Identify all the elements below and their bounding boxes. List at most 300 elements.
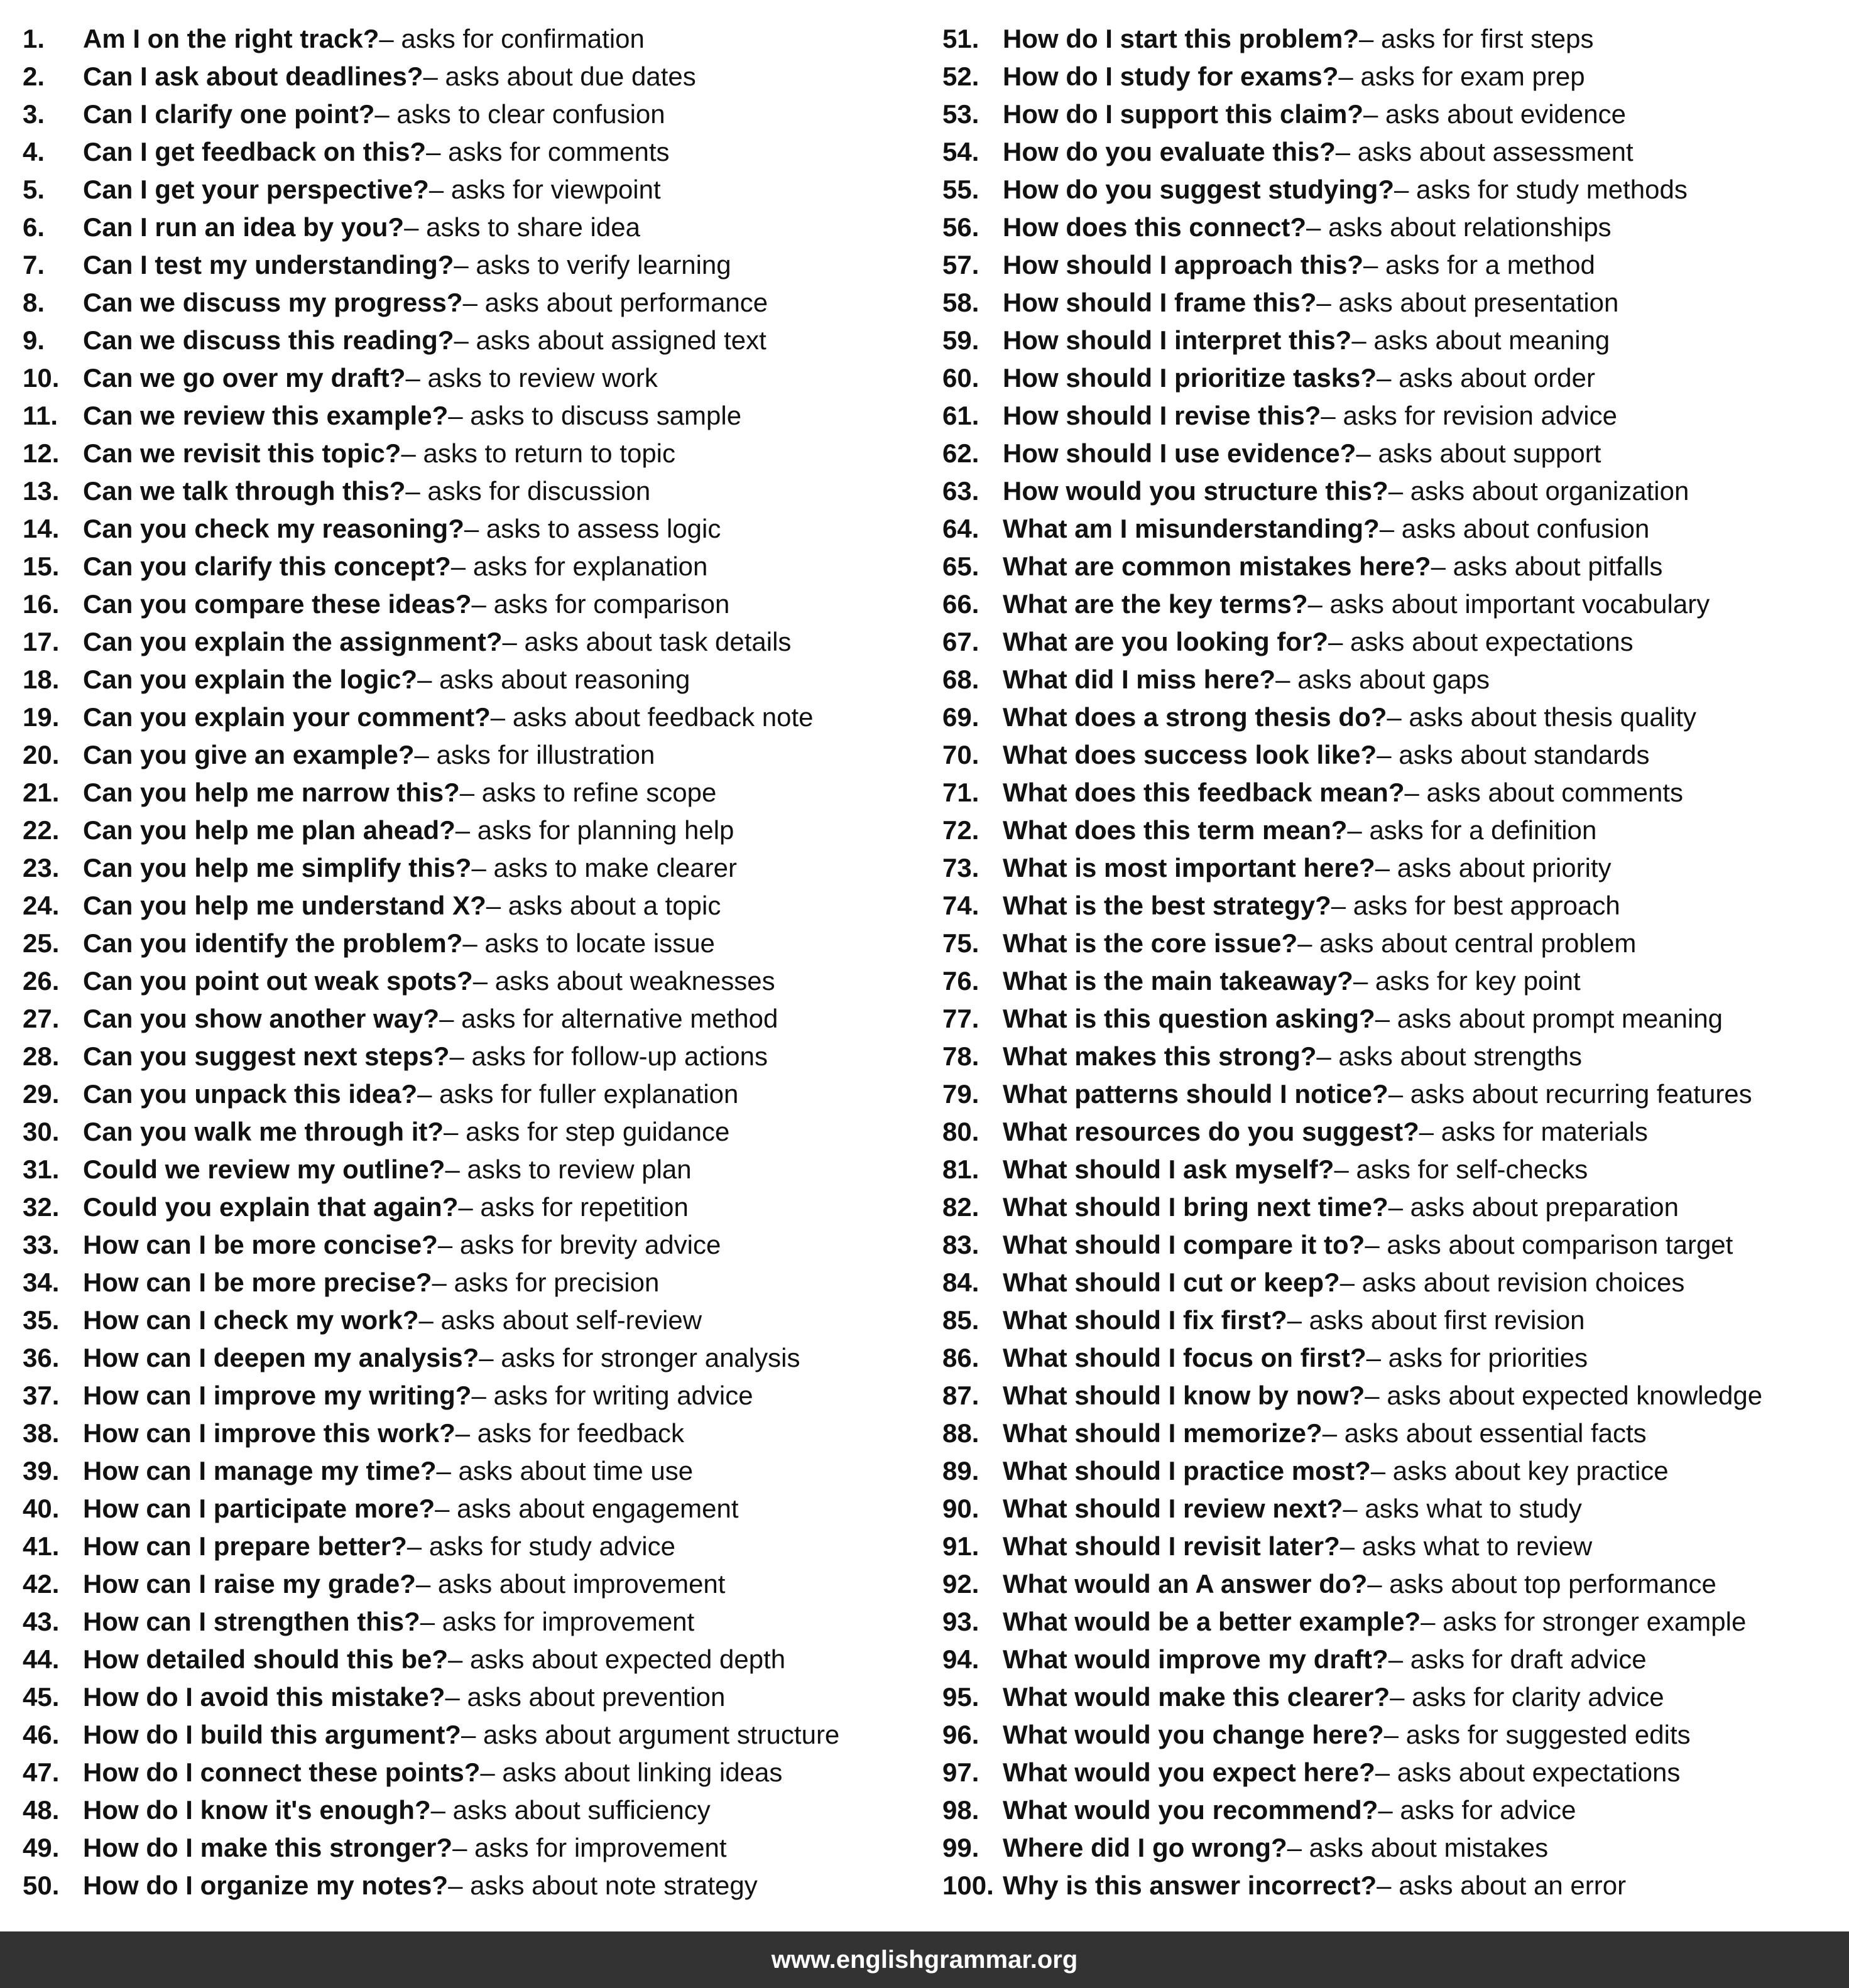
item-number: 51. [942, 24, 979, 53]
list-item [23, 1603, 940, 1641]
item-question: How can I raise my grade? [83, 1569, 416, 1599]
item-number: 87. [942, 1381, 979, 1410]
item-question: How can I strengthen this? [83, 1607, 420, 1636]
item-description: – asks about sufficiency [430, 1795, 711, 1825]
item-question: What would an A answer do? [1003, 1569, 1368, 1599]
item-number: 58. [942, 288, 979, 317]
list-item [23, 774, 940, 812]
item-number: 92. [942, 1569, 979, 1599]
item-description: – asks about feedback note [490, 702, 814, 732]
item-number: 3. [23, 99, 45, 129]
item-number: 59. [942, 325, 979, 355]
list-item [942, 1151, 1849, 1188]
item-description: – asks for planning help [455, 815, 734, 845]
list-item [23, 1339, 940, 1377]
list-item [942, 133, 1849, 171]
list-item [23, 849, 940, 887]
item-question: How do I know it's enough? [83, 1795, 431, 1825]
item-number: 74. [942, 891, 979, 920]
item-number: 66. [942, 589, 979, 619]
item-description: – asks for materials [1419, 1117, 1648, 1146]
item-description: – asks about an error [1377, 1871, 1627, 1900]
item-question: Can you help me understand X? [83, 891, 486, 920]
item-description: – asks about preparation [1388, 1192, 1679, 1222]
item-question: Can you unpack this idea? [83, 1079, 418, 1109]
list-item [23, 1716, 940, 1754]
item-number: 65. [942, 551, 979, 581]
list-item [942, 1452, 1849, 1490]
item-question: Can you help me simplify this? [83, 853, 472, 883]
item-question: How detailed should this be? [83, 1644, 449, 1674]
item-description: – asks about top performance [1367, 1569, 1716, 1599]
item-question: How do I make this stronger? [83, 1833, 453, 1862]
item-question: What is the core issue? [1003, 928, 1298, 958]
item-number: 46. [23, 1720, 60, 1749]
item-description: – asks for follow-up actions [449, 1041, 768, 1071]
list-item [942, 472, 1849, 510]
list-item [23, 1038, 940, 1075]
list-item [942, 661, 1849, 698]
list-item [942, 209, 1849, 246]
list-item [23, 472, 940, 510]
item-question: How can I deepen my analysis? [83, 1343, 479, 1372]
item-description: – asks for revision advice [1321, 401, 1617, 430]
item-description: – asks about linking ideas [480, 1757, 783, 1787]
item-description: – asks to review plan [445, 1154, 692, 1184]
item-question: Why is this answer incorrect? [1003, 1871, 1377, 1900]
list-item [23, 359, 940, 397]
list-item [942, 1075, 1849, 1113]
item-description: – asks for key point [1353, 966, 1581, 996]
item-question: What should I review next? [1003, 1494, 1343, 1523]
item-question: How do I support this claim? [1003, 99, 1364, 129]
item-number: 47. [23, 1757, 60, 1787]
list-item [942, 359, 1849, 397]
list-item [23, 1264, 940, 1301]
item-number: 36. [23, 1343, 60, 1372]
item-question: What should I focus on first? [1003, 1343, 1366, 1372]
item-number: 34. [23, 1268, 60, 1297]
list-item [942, 1641, 1849, 1678]
list-item [23, 1791, 940, 1829]
footer-url[interactable]: www.englishgrammar.org [771, 1946, 1078, 1974]
item-question: What would make this clearer? [1003, 1682, 1390, 1712]
item-number: 27. [23, 1004, 60, 1033]
list-item [23, 925, 940, 962]
item-description: – asks for priorities [1366, 1343, 1588, 1372]
item-number: 89. [942, 1456, 979, 1486]
item-description: – asks for comparison [471, 589, 730, 619]
item-question: How can I improve this work? [83, 1418, 455, 1448]
list-item [942, 736, 1849, 774]
item-description: – asks about time use [436, 1456, 694, 1486]
list-item [23, 1528, 940, 1565]
list-item [23, 1829, 940, 1867]
item-number: 53. [942, 99, 979, 129]
item-question: How do I start this problem? [1003, 24, 1360, 53]
item-description: – asks about gaps [1275, 665, 1490, 694]
list-item [23, 661, 940, 698]
item-question: What does success look like? [1003, 740, 1377, 769]
list-item [942, 812, 1849, 849]
item-number: 9. [23, 325, 45, 355]
item-question: What does a strong thesis do? [1003, 702, 1387, 732]
item-description: – asks for feedback [455, 1418, 684, 1448]
list-item [942, 1301, 1849, 1339]
list-item [942, 1565, 1849, 1603]
item-description: – asks for precision [432, 1268, 660, 1297]
item-question: What are the key terms? [1003, 589, 1308, 619]
item-number: 97. [942, 1757, 979, 1787]
item-question: How do I study for exams? [1003, 62, 1339, 91]
item-number: 86. [942, 1343, 979, 1372]
list-item [23, 812, 940, 849]
item-question: Am I on the right track? [83, 24, 379, 53]
item-description: – asks about priority [1375, 853, 1612, 883]
item-question: What would you expect here? [1003, 1757, 1375, 1787]
item-question: Can you explain your comment? [83, 702, 491, 732]
item-number: 22. [23, 815, 60, 845]
item-number: 19. [23, 702, 60, 732]
item-number: 29. [23, 1079, 60, 1109]
item-description: – asks about essential facts [1322, 1418, 1647, 1448]
item-question: What would improve my draft? [1003, 1644, 1388, 1674]
item-description: – asks about prompt meaning [1375, 1004, 1723, 1033]
item-description: – asks for confirmation [379, 24, 645, 53]
item-question: What are common mistakes here? [1003, 551, 1431, 581]
list-item [942, 171, 1849, 209]
list-item [23, 133, 940, 171]
item-description: – asks about order [1377, 363, 1595, 393]
list-item [942, 698, 1849, 736]
item-number: 54. [942, 137, 979, 166]
list-item [942, 20, 1849, 58]
item-number: 40. [23, 1494, 60, 1523]
item-number: 91. [942, 1531, 979, 1561]
item-number: 69. [942, 702, 979, 732]
item-number: 63. [942, 476, 979, 506]
item-number: 84. [942, 1268, 979, 1297]
item-description: – asks about evidence [1363, 99, 1626, 129]
item-number: 49. [23, 1833, 60, 1862]
item-number: 52. [942, 62, 979, 91]
item-question: What should I practice most? [1003, 1456, 1371, 1486]
item-description: – asks for step guidance [444, 1117, 730, 1146]
item-number: 94. [942, 1644, 979, 1674]
item-description: – asks about thesis quality [1387, 702, 1697, 732]
item-description: – asks for self-checks [1334, 1154, 1588, 1184]
item-question: What does this feedback mean? [1003, 778, 1405, 807]
list-item [942, 1754, 1849, 1791]
item-number: 72. [942, 815, 979, 845]
item-description: – asks about expected knowledge [1365, 1381, 1763, 1410]
item-question: What am I misunderstanding? [1003, 514, 1380, 543]
item-description: – asks about organization [1388, 476, 1689, 506]
item-number: 43. [23, 1607, 60, 1636]
item-question: Can you show another way? [83, 1004, 440, 1033]
item-number: 73. [942, 853, 979, 883]
item-question: Can you give an example? [83, 740, 415, 769]
item-number: 68. [942, 665, 979, 694]
item-number: 60. [942, 363, 979, 393]
item-number: 32. [23, 1192, 60, 1222]
list-item [942, 1038, 1849, 1075]
item-question: How can I manage my time? [83, 1456, 437, 1486]
list-item [942, 1415, 1849, 1452]
list-item [23, 1075, 940, 1113]
item-description: – asks for exam prep [1338, 62, 1585, 91]
item-number: 39. [23, 1456, 60, 1486]
list-item [23, 397, 940, 435]
list-item [23, 435, 940, 472]
item-question: Can you explain the assignment? [83, 627, 503, 656]
list-item [942, 510, 1849, 548]
item-description: – asks for alternative method [439, 1004, 778, 1033]
item-description: – asks to discuss sample [448, 401, 742, 430]
list-item [23, 548, 940, 585]
item-number: 61. [942, 401, 979, 430]
item-description: – asks for writing advice [471, 1381, 753, 1410]
item-description: – asks about note strategy [448, 1871, 758, 1900]
item-description: – asks about presentation [1316, 288, 1619, 317]
item-description: – asks about support [1356, 438, 1601, 468]
item-description: – asks for improvement [420, 1607, 695, 1636]
item-question: How should I prioritize tasks? [1003, 363, 1377, 393]
item-question: Can you explain the logic? [83, 665, 418, 694]
item-number: 79. [942, 1079, 979, 1109]
item-question: What patterns should I notice? [1003, 1079, 1388, 1109]
item-number: 2. [23, 62, 45, 91]
item-number: 56. [942, 212, 979, 242]
item-question: How should I approach this? [1003, 250, 1364, 280]
item-description: – asks to share idea [404, 212, 640, 242]
list-item [23, 1452, 940, 1490]
item-question: What are you looking for? [1003, 627, 1329, 656]
item-description: – asks for discussion [405, 476, 651, 506]
item-number: 25. [23, 928, 60, 958]
list-item [23, 1226, 940, 1264]
item-description: – asks to clear confusion [374, 99, 665, 129]
list-item [942, 246, 1849, 284]
item-description: – asks about weaknesses [472, 966, 775, 996]
item-description: – asks to verify learning [454, 250, 731, 280]
list-item [942, 585, 1849, 623]
list-item [23, 1565, 940, 1603]
list-item [23, 1678, 940, 1716]
list-item [23, 322, 940, 359]
list-item [23, 1000, 940, 1038]
item-question: What should I compare it to? [1003, 1230, 1365, 1259]
item-question: What is the best strategy? [1003, 891, 1331, 920]
item-number: 18. [23, 665, 60, 694]
item-description: – asks for a definition [1347, 815, 1597, 845]
item-description: – asks to review work [405, 363, 658, 393]
list-item [942, 1528, 1849, 1565]
item-number: 15. [23, 551, 60, 581]
item-description: – asks to assess logic [464, 514, 721, 543]
item-description: – asks to refine scope [459, 778, 717, 807]
item-number: 12. [23, 438, 60, 468]
item-number: 98. [942, 1795, 979, 1825]
item-number: 8. [23, 288, 45, 317]
item-question: Can we go over my draft? [83, 363, 406, 393]
list-item [942, 849, 1849, 887]
item-number: 42. [23, 1569, 60, 1599]
list-item [23, 1641, 940, 1678]
item-number: 37. [23, 1381, 60, 1410]
item-number: 21. [23, 778, 60, 807]
item-question: Can we talk through this? [83, 476, 406, 506]
item-number: 30. [23, 1117, 60, 1146]
item-question: What should I revisit later? [1003, 1531, 1340, 1561]
item-description: – asks about improvement [415, 1569, 726, 1599]
list-item [942, 962, 1849, 1000]
item-number: 41. [23, 1531, 60, 1561]
item-question: What did I miss here? [1003, 665, 1276, 694]
item-description: – asks about expectations [1328, 627, 1634, 656]
item-question: What is most important here? [1003, 853, 1375, 883]
item-number: 1. [23, 24, 45, 53]
item-question: Can we discuss my progress? [83, 288, 463, 317]
list-item [23, 1867, 940, 1904]
item-question: What should I ask myself? [1003, 1154, 1334, 1184]
item-description: – asks about comparison target [1365, 1230, 1733, 1259]
item-question: How can I check my work? [83, 1305, 419, 1335]
list-item [23, 623, 940, 661]
list-item [942, 1490, 1849, 1528]
item-question: Can we review this example? [83, 401, 449, 430]
list-item [23, 1113, 940, 1151]
item-description: – asks for viewpoint [428, 175, 661, 204]
list-item [942, 1678, 1849, 1716]
item-question: How do I connect these points? [83, 1757, 481, 1787]
list-item [942, 397, 1849, 435]
item-question: Where did I go wrong? [1003, 1833, 1287, 1862]
item-number: 26. [23, 966, 60, 996]
list-item [942, 95, 1849, 133]
item-question: How should I revise this? [1003, 401, 1321, 430]
item-description: – asks about a topic [486, 891, 721, 920]
list-item [942, 1603, 1849, 1641]
item-question: Can I test my understanding? [83, 250, 454, 280]
item-question: Can you help me narrow this? [83, 778, 460, 807]
item-number: 31. [23, 1154, 60, 1184]
list-item [942, 925, 1849, 962]
item-number: 55. [942, 175, 979, 204]
list-item [23, 95, 940, 133]
list-item [942, 1377, 1849, 1415]
question-list-left-column [23, 20, 940, 1904]
item-description: – asks for illustration [414, 740, 655, 769]
list-item [23, 246, 940, 284]
item-description: – asks what to review [1339, 1531, 1593, 1561]
item-description: – asks to return to topic [401, 438, 676, 468]
item-description: – asks for clarity advice [1390, 1682, 1664, 1712]
item-description: – asks about comments [1404, 778, 1684, 807]
list-item [23, 20, 940, 58]
item-question: Can I clarify one point? [83, 99, 375, 129]
list-item [23, 171, 940, 209]
question-list-right-column [942, 20, 1849, 1904]
item-description: – asks for suggested edits [1383, 1720, 1691, 1749]
item-description: – asks about strengths [1316, 1041, 1582, 1071]
item-description: – asks about task details [502, 627, 792, 656]
item-question: How should I frame this? [1003, 288, 1317, 317]
list-item [23, 698, 940, 736]
list-item [23, 1301, 940, 1339]
item-question: How do I avoid this mistake? [83, 1682, 445, 1712]
item-question: How can I be more concise? [83, 1230, 438, 1259]
list-item [23, 510, 940, 548]
item-description: – asks for study methods [1394, 175, 1688, 204]
item-number: 24. [23, 891, 60, 920]
item-description: – asks about engagement [435, 1494, 739, 1523]
item-number: 16. [23, 589, 60, 619]
item-question: What would be a better example? [1003, 1607, 1421, 1636]
item-question: Could we review my outline? [83, 1154, 445, 1184]
item-description: – asks for fuller explanation [417, 1079, 739, 1109]
list-item [942, 1829, 1849, 1867]
item-description: – asks for comments [426, 137, 670, 166]
item-description: – asks about expected depth [448, 1644, 786, 1674]
item-question: Can you point out weak spots? [83, 966, 473, 996]
list-item [942, 284, 1849, 322]
item-number: 67. [942, 627, 979, 656]
item-number: 83. [942, 1230, 979, 1259]
item-question: Can I get your perspective? [83, 175, 429, 204]
item-description: – asks for draft advice [1388, 1644, 1647, 1674]
item-number: 77. [942, 1004, 979, 1033]
list-item [942, 548, 1849, 585]
item-question: What would you recommend? [1003, 1795, 1378, 1825]
list-item [23, 1377, 940, 1415]
list-item [23, 58, 940, 95]
item-number: 17. [23, 627, 60, 656]
item-question: How should I use evidence? [1003, 438, 1356, 468]
item-number: 33. [23, 1230, 60, 1259]
item-question: How can I participate more? [83, 1494, 435, 1523]
list-item [23, 1490, 940, 1528]
item-question: Can we discuss this reading? [83, 325, 454, 355]
item-description: – asks about self-review [418, 1305, 702, 1335]
item-question: How would you structure this? [1003, 476, 1388, 506]
list-item [23, 1415, 940, 1452]
item-description: – asks for a method [1363, 250, 1595, 280]
item-description: – asks for improvement [452, 1833, 727, 1862]
list-item [23, 1754, 940, 1791]
list-item [23, 1188, 940, 1226]
list-item [23, 1151, 940, 1188]
item-number: 28. [23, 1041, 60, 1071]
item-description: – asks about reasoning [417, 665, 690, 694]
item-question: What makes this strong? [1003, 1041, 1317, 1071]
item-description: – asks about central problem [1297, 928, 1637, 958]
item-question: Can you check my reasoning? [83, 514, 464, 543]
item-question: Can I ask about deadlines? [83, 62, 423, 91]
item-question: How do I build this argument? [83, 1720, 461, 1749]
item-description: – asks for study advice [406, 1531, 675, 1561]
item-number: 10. [23, 363, 60, 393]
item-question: How should I interpret this? [1003, 325, 1352, 355]
list-item [942, 774, 1849, 812]
footer-bar [0, 1931, 1849, 1988]
item-description: – asks for explanation [450, 551, 708, 581]
item-question: Can you identify the problem? [83, 928, 463, 958]
item-number: 76. [942, 966, 979, 996]
list-item [23, 284, 940, 322]
item-question: What resources do you suggest? [1003, 1117, 1419, 1146]
item-number: 64. [942, 514, 979, 543]
